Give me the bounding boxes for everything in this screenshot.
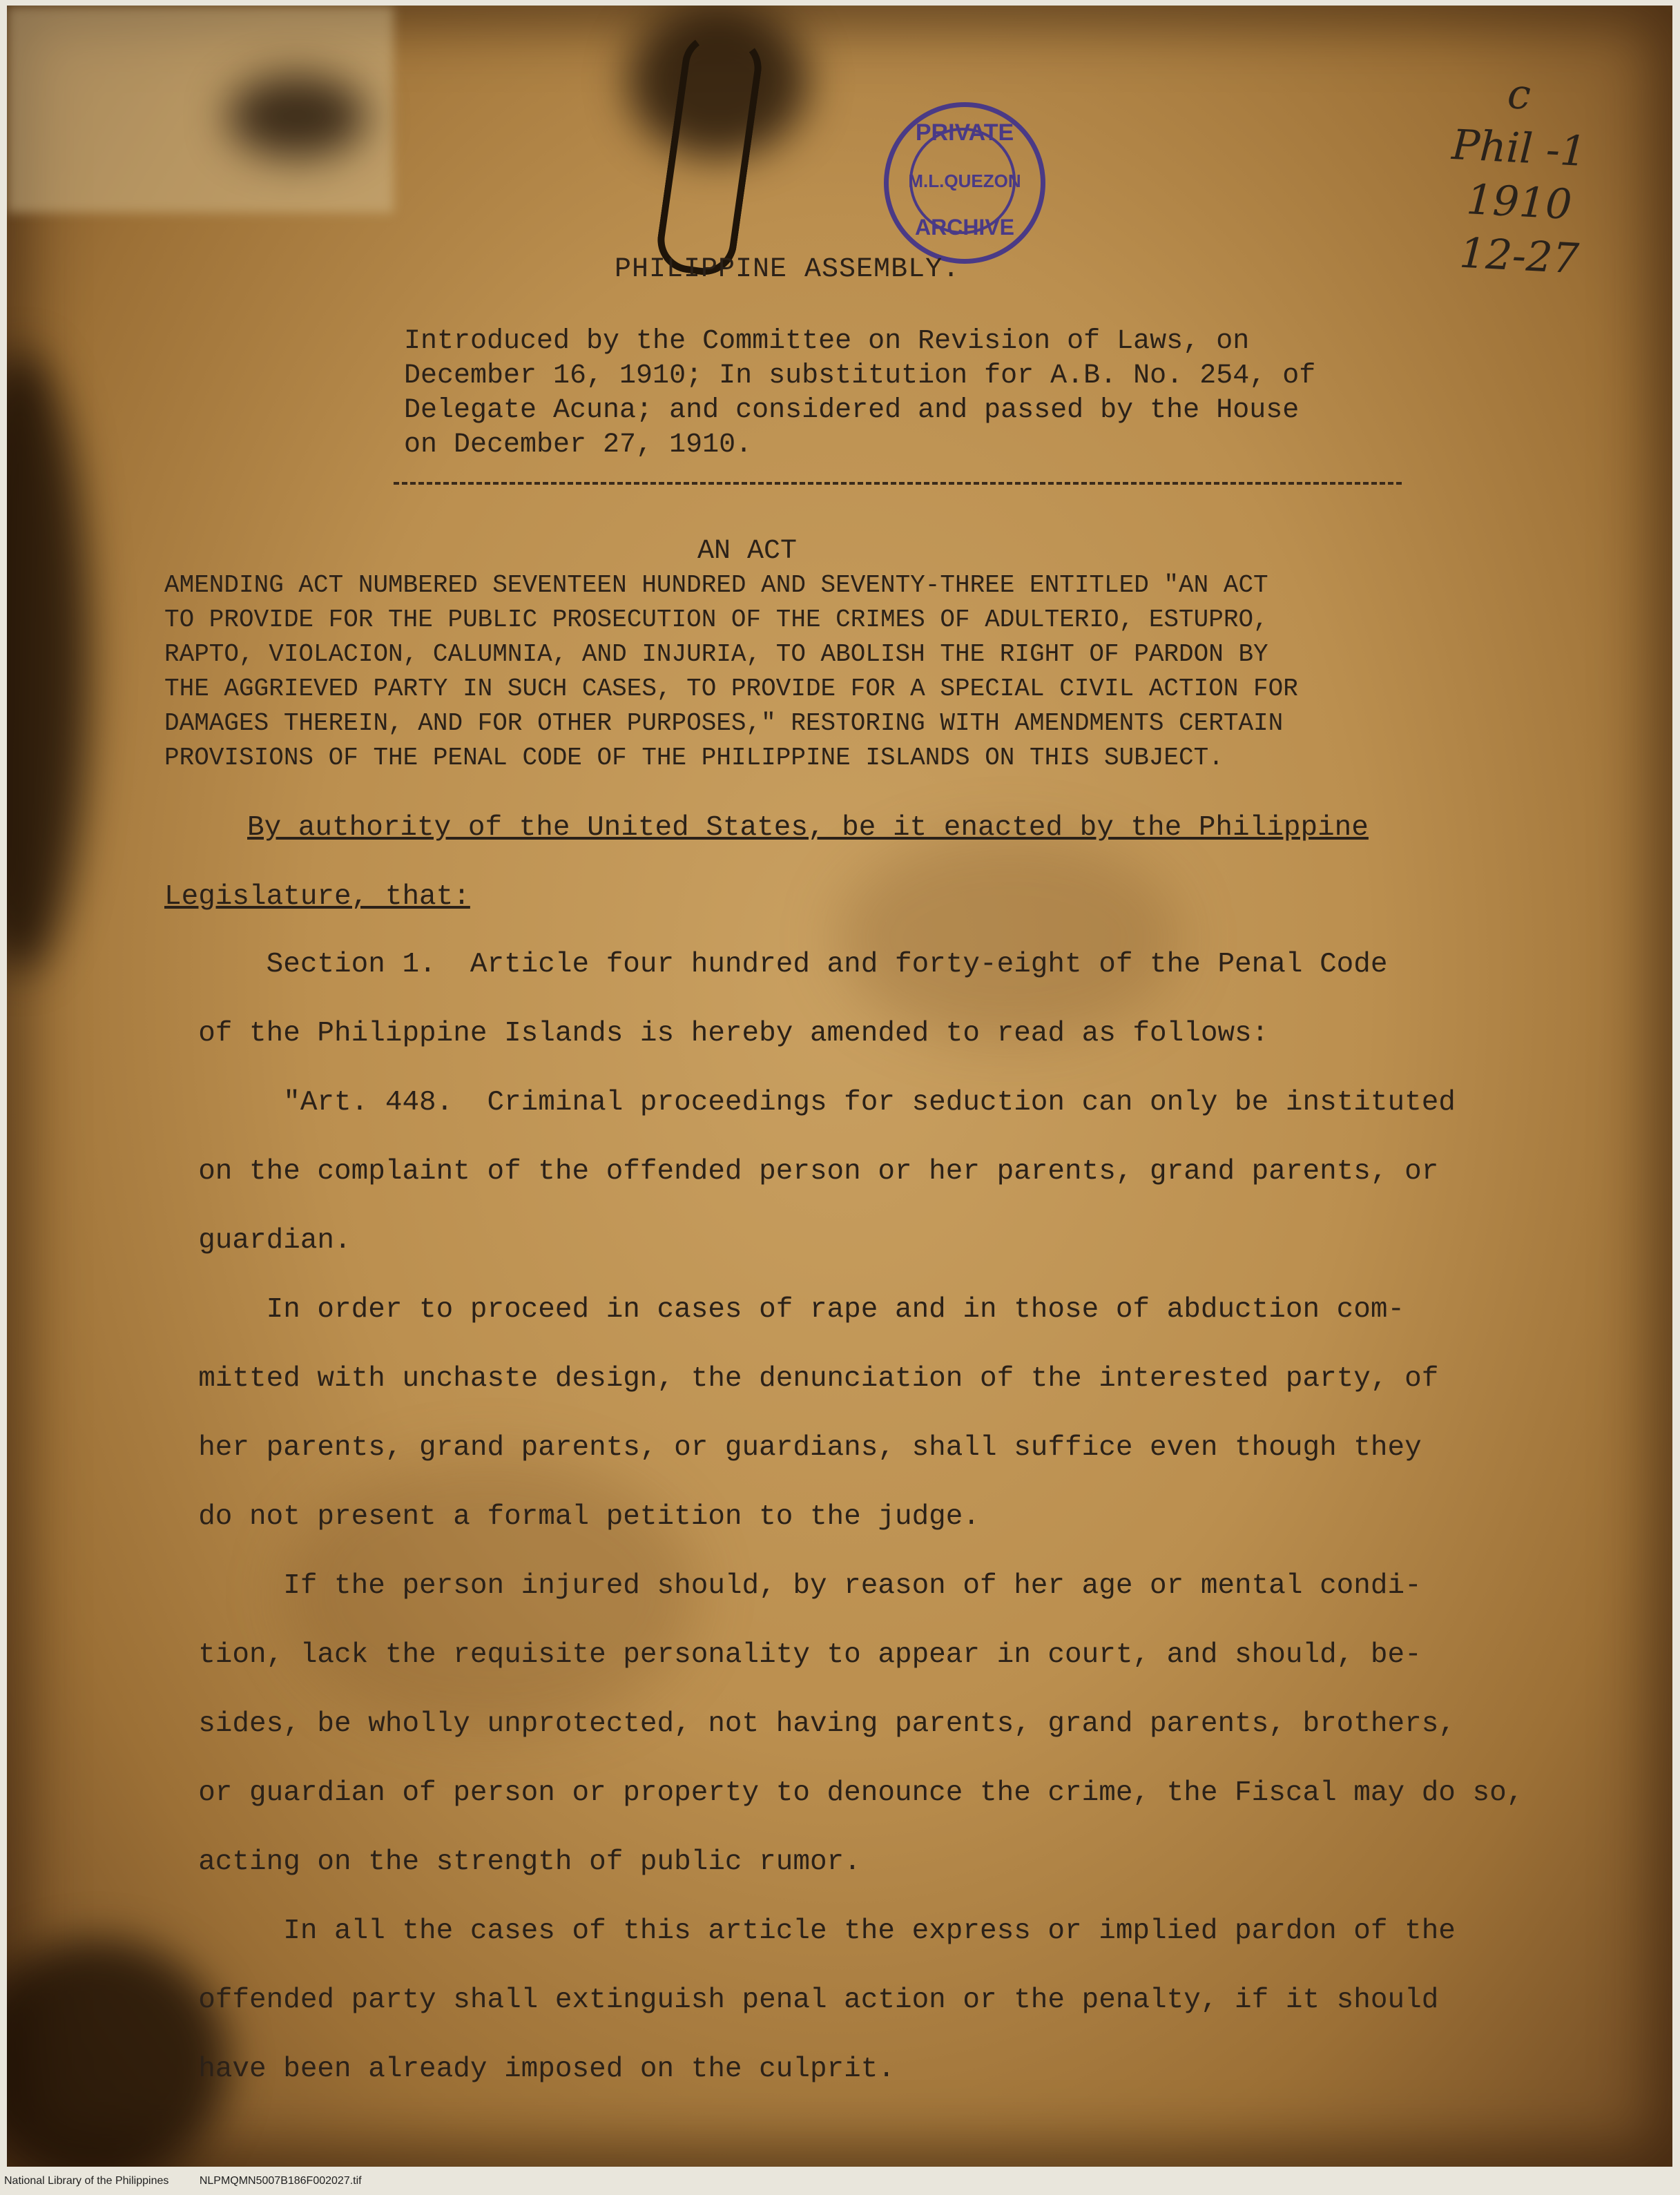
footer-file-name: NLPMQMN5007B186F002027.tif [199,2175,362,2187]
body-line: of the Philippine Islands is hereby amended to read as follows: [164,1018,1269,1050]
scan-footer [4,2175,389,2187]
body-line: guardian. [164,1225,351,1257]
body-line: acting on the strength of public rumor. [164,1846,861,1878]
burn-mark-bottom-left [7,1939,228,2167]
burn-mark-top-left [228,75,366,157]
body-line: In all the cases of this article the express or implied pardon of the [164,1915,1456,1947]
divider-rule [394,482,1402,485]
body-line: "Art. 448. Criminal proceedings for seduction can only be instituted [164,1087,1456,1119]
act-title: AN ACT [697,536,798,567]
body-line: do not present a formal petition to the judge. [164,1501,980,1533]
enacting-clause-line-2: Legislature, that: [164,881,470,913]
body-line: or guardian of person or property to denounce the crime, the Fiscal may do so, [164,1777,1524,1809]
footer-library-name: National Library of the Philippines [4,2175,169,2187]
body-line: sides, be wholly unprotected, not having parents, grand parents, brothers, [164,1708,1456,1740]
body-line: have been already imposed on the culprit. [164,2053,895,2085]
body-line: on the complaint of the offended person or her parents, grand parents, or [164,1156,1439,1188]
introduction-block: Introduced by the Committee on Revision of Laws, on December 16, 1910; In substitution for A.B. No. 254, of Delegate Acuna; and considered and passed by the House on December 27, 1910. [404,326,1316,461]
stain-mid [836,834,1181,1041]
body-line: If the person injured should, by reason of her age or mental condi- [164,1570,1422,1602]
document-header: PHILIPPINE ASSEMBLY. [615,254,960,285]
body-line: mitted with unchaste design, the denunciation of the interested party, of [164,1363,1439,1395]
burn-mark-left-edge [7,351,90,972]
body-line: tion, lack the requisite personality to appear in court, and should, be- [164,1639,1422,1671]
body-line: Section 1. Article four hundred and forty-eight of the Penal Code [164,949,1388,980]
archive-stamp: PRIVATE M.L.QUEZON ARCHIVE [884,102,1045,264]
body-line: offended party shall extinguish penal action or the penalty, if it should [164,1984,1439,2016]
handwritten-annotation: c Phil -1 1910 12-27 [1450,70,1588,284]
document-page [7,6,1672,2167]
body-line: her parents, grand parents, or guardians, shall suffice even though they [164,1432,1422,1464]
act-title-body: AMENDING ACT NUMBERED SEVENTEEN HUNDRED AND SEVENTY-THREE ENTITLED "AN ACT TO PROVIDE FOR THE PUBLIC PROSECUTION OF THE CRIMES OF ADULTERIO, ESTUPRO, RAPTO, VIOLACION, CALUMNIA, AND INJURIA, TO ABOLISH THE RIGHT OF PARDON BY THE AGGRIEVED PARTY IN SUCH CASES, TO PROVIDE FOR A SPECIAL CIVIL ACTION FOR DAMAGES THEREIN, AND FOR OTHER PURPOSES," RESTORING WITH AMENDMENTS CERTAIN PROVISIONS OF THE PENAL CODE OF THE PHILIPPINE ISLANDS ON THIS SUBJECT. [164,571,1298,772]
body-line: In order to proceed in cases of rape and in those of abduction com- [164,1294,1405,1326]
enacting-clause-line-1: By authority of the United States, be it enacted by the Philippine [247,812,1369,844]
